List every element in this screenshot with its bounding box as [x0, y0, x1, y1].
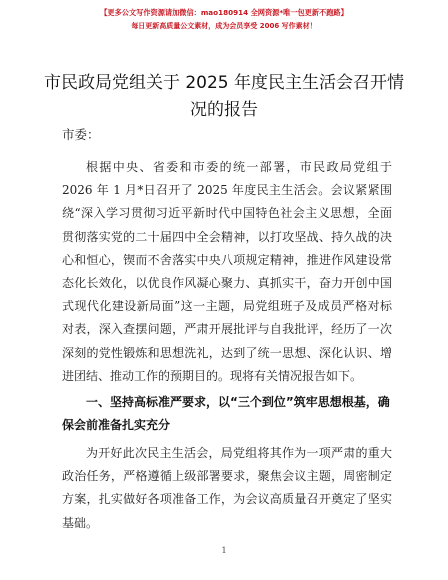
section-heading-1: 一、坚持高标准严要求，以“三个到位”筑牢思想根基，确保会前准备扎实充分 — [62, 395, 390, 432]
salutation: 市委： — [62, 127, 100, 142]
document-title: 市民政局党组关于 2025 年度民主生活会召开情况的报告 — [43, 73, 405, 120]
body-paragraph-1: 根据中央、省委和市委的统一部署，市民政局党组于 2026 年 1 月*日召开了 2025 年度民主生活会。会议紧紧围绕“深入学习贯彻习近平新时代中国特色社会主义思想，全面贯彻落实党的二十届四中全会精神，以打攻坚战、持久战的决心和恒心，锲而不舍落实中央八项规定精神，推进作风建设常态化长效化，以优良作风凝心聚力、真抓实干，奋力开创中国式现代化建设新局面”这一主题，局党组班子及成员严格对标对表，深入查摆问题，严肃开展批评与自我批评，经历了一次深刻的党性锻炼和思想洗礼，达到了统一思想、深化认识、增进团结、推动工作的预期目的。现将有关情况报告如下。 — [62, 160, 392, 383]
page-number: 1 — [221, 546, 227, 555]
promo-banner-line-2: 每日更新高质量公文素材，成为会员享受 2006 写作素材！ — [131, 22, 317, 30]
body-paragraph-2: 为开好此次民主生活会，局党组将其作为一项严肃的重大政治任务，严格遵循上级部署要求，聚焦会议主题，周密制定方案，扎实做好各项准备工作，为会议高质量召开奠定了坚实基础。 — [62, 446, 392, 530]
promo-banner-line-1: 【更多公文写作资源请加微信：mao180914 全网资源*唯一包更新不跑路】 — [100, 8, 348, 17]
